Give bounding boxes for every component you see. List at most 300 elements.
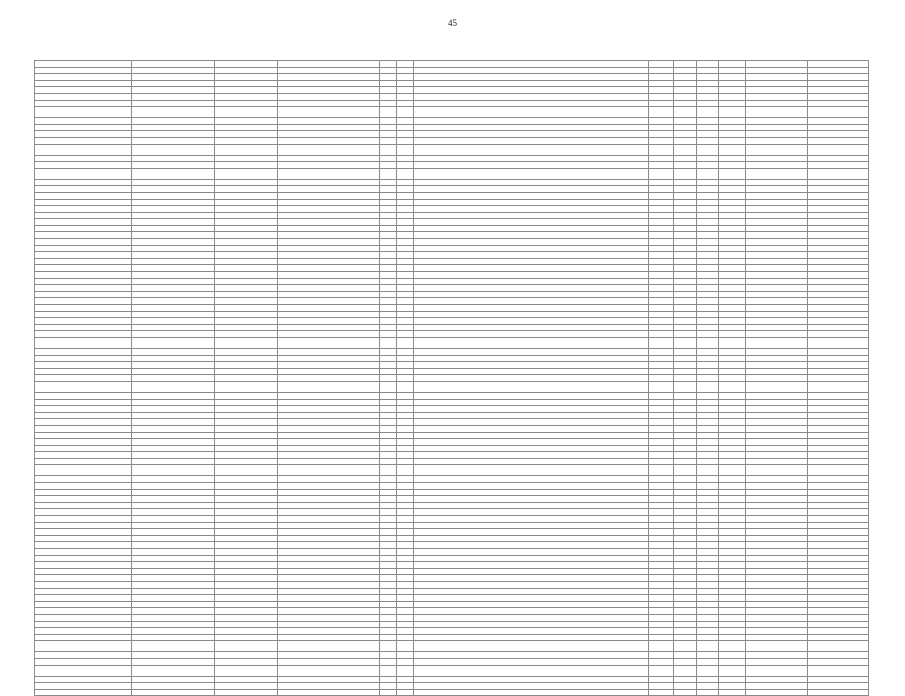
cell-work-type: [413, 658, 648, 665]
cell-percent: [674, 278, 697, 285]
cell-year-from: [697, 445, 718, 452]
cell-year: [396, 458, 413, 465]
cell-percent: [674, 232, 697, 239]
cell-cost-a: [746, 502, 807, 509]
cell-year-from: [697, 225, 718, 232]
cell-work-type: [413, 348, 648, 355]
cell-year: [396, 225, 413, 232]
cell-district: [214, 665, 278, 676]
cell-district: [214, 219, 278, 226]
cell-year: [396, 168, 413, 179]
cell-cost-a: [746, 219, 807, 226]
cell-street: [278, 419, 380, 426]
cell-work-type: [413, 641, 648, 652]
cell-cost-a: [746, 74, 807, 81]
cell-percent: [674, 406, 697, 413]
table-row: [35, 337, 869, 348]
cell-year: [396, 107, 413, 118]
cell-cost-b: [807, 285, 868, 292]
cell-settlement: [132, 212, 215, 219]
cell-house: [380, 621, 397, 628]
cell-year-from: [697, 93, 718, 100]
cell-street: [278, 555, 380, 562]
cell-house: [380, 168, 397, 179]
cell-settlement: [132, 362, 215, 369]
cell-year-from: [697, 425, 718, 432]
table-row: [35, 588, 869, 595]
cell-settlement: [132, 162, 215, 169]
cell-percent: [674, 239, 697, 246]
cell-street: [278, 496, 380, 503]
cell-year-from: [697, 245, 718, 252]
cell-year: [396, 439, 413, 446]
cell-year: [396, 516, 413, 523]
cell-settlement: [132, 608, 215, 615]
cell-district: [214, 355, 278, 362]
cell-municipality: [35, 601, 132, 608]
cell-district: [214, 298, 278, 305]
cell-year: [396, 131, 413, 138]
cell-street: [278, 144, 380, 155]
cell-settlement: [132, 496, 215, 503]
cell-street: [278, 100, 380, 107]
cell-district: [214, 445, 278, 452]
cell-house: [380, 206, 397, 213]
cell-municipality: [35, 232, 132, 239]
cell-house: [380, 232, 397, 239]
cell-work-type: [413, 665, 648, 676]
cell-municipality: [35, 179, 132, 186]
cell-work-type: [413, 502, 648, 509]
cell-flag: [648, 137, 673, 144]
cell-year-to: [718, 144, 746, 155]
cell-percent: [674, 124, 697, 131]
cell-percent: [674, 608, 697, 615]
cell-cost-a: [746, 542, 807, 549]
cell-cost-a: [746, 80, 807, 87]
cell-flag: [648, 186, 673, 193]
cell-municipality: [35, 489, 132, 496]
cell-year: [396, 399, 413, 406]
cell-flag: [648, 362, 673, 369]
cell-house: [380, 331, 397, 338]
cell-percent: [674, 168, 697, 179]
cell-district: [214, 225, 278, 232]
cell-street: [278, 258, 380, 265]
cell-settlement: [132, 476, 215, 483]
cell-municipality: [35, 168, 132, 179]
cell-street: [278, 483, 380, 490]
cell-work-type: [413, 272, 648, 279]
cell-cost-b: [807, 496, 868, 503]
cell-percent: [674, 562, 697, 569]
cell-cost-b: [807, 665, 868, 676]
cell-work-type: [413, 529, 648, 536]
cell-house: [380, 522, 397, 529]
cell-municipality: [35, 355, 132, 362]
cell-cost-a: [746, 311, 807, 318]
cell-house: [380, 162, 397, 169]
cell-house: [380, 67, 397, 74]
cell-year-to: [718, 568, 746, 575]
cell-settlement: [132, 502, 215, 509]
cell-cost-b: [807, 489, 868, 496]
cell-percent: [674, 311, 697, 318]
cell-district: [214, 118, 278, 125]
cell-house: [380, 588, 397, 595]
cell-cost-b: [807, 542, 868, 549]
cell-street: [278, 568, 380, 575]
cell-year: [396, 192, 413, 199]
cell-year-from: [697, 192, 718, 199]
cell-work-type: [413, 445, 648, 452]
cell-year-from: [697, 542, 718, 549]
cell-percent: [674, 412, 697, 419]
cell-district: [214, 144, 278, 155]
cell-house: [380, 535, 397, 542]
cell-year-to: [718, 100, 746, 107]
cell-percent: [674, 107, 697, 118]
table-row: [35, 509, 869, 516]
cell-flag: [648, 621, 673, 628]
cell-work-type: [413, 555, 648, 562]
cell-cost-a: [746, 305, 807, 312]
cell-cost-a: [746, 118, 807, 125]
cell-percent: [674, 355, 697, 362]
cell-settlement: [132, 665, 215, 676]
cell-cost-b: [807, 502, 868, 509]
cell-year-from: [697, 331, 718, 338]
cell-work-type: [413, 621, 648, 628]
cell-municipality: [35, 641, 132, 652]
cell-year: [396, 476, 413, 483]
cell-settlement: [132, 452, 215, 459]
cell-house: [380, 452, 397, 459]
cell-municipality: [35, 399, 132, 406]
cell-year-to: [718, 689, 746, 696]
cell-cost-a: [746, 318, 807, 325]
cell-district: [214, 239, 278, 246]
cell-flag: [648, 285, 673, 292]
cell-flag: [648, 581, 673, 588]
cell-year-from: [697, 412, 718, 419]
cell-flag: [648, 225, 673, 232]
cell-cost-a: [746, 355, 807, 362]
cell-house: [380, 581, 397, 588]
cell-district: [214, 489, 278, 496]
cell-percent: [674, 549, 697, 556]
cell-street: [278, 278, 380, 285]
cell-flag: [648, 445, 673, 452]
cell-work-type: [413, 689, 648, 696]
cell-house: [380, 439, 397, 446]
cell-street: [278, 87, 380, 94]
table-row: [35, 155, 869, 162]
cell-year-from: [697, 278, 718, 285]
cell-cost-b: [807, 601, 868, 608]
cell-municipality: [35, 529, 132, 536]
table-row: [35, 206, 869, 213]
cell-municipality: [35, 549, 132, 556]
cell-year: [396, 245, 413, 252]
cell-settlement: [132, 522, 215, 529]
cell-cost-b: [807, 392, 868, 399]
cell-district: [214, 419, 278, 426]
cell-house: [380, 212, 397, 219]
cell-house: [380, 445, 397, 452]
cell-house: [380, 652, 397, 659]
cell-settlement: [132, 621, 215, 628]
cell-house: [380, 465, 397, 476]
cell-cost-b: [807, 206, 868, 213]
cell-cost-b: [807, 355, 868, 362]
cell-year-to: [718, 324, 746, 331]
cell-year-to: [718, 206, 746, 213]
cell-district: [214, 483, 278, 490]
cell-year-to: [718, 272, 746, 279]
cell-percent: [674, 665, 697, 676]
cell-flag: [648, 641, 673, 652]
cell-house: [380, 199, 397, 206]
cell-flag: [648, 628, 673, 635]
cell-work-type: [413, 192, 648, 199]
cell-year-to: [718, 355, 746, 362]
cell-year: [396, 265, 413, 272]
cell-settlement: [132, 575, 215, 582]
cell-year-to: [718, 212, 746, 219]
cell-flag: [648, 87, 673, 94]
cell-flag: [648, 144, 673, 155]
cell-district: [214, 305, 278, 312]
cell-settlement: [132, 100, 215, 107]
cell-flag: [648, 265, 673, 272]
cell-cost-a: [746, 489, 807, 496]
cell-house: [380, 476, 397, 483]
cell-settlement: [132, 465, 215, 476]
cell-year: [396, 355, 413, 362]
cell-flag: [648, 318, 673, 325]
cell-cost-a: [746, 621, 807, 628]
cell-municipality: [35, 285, 132, 292]
cell-district: [214, 278, 278, 285]
cell-work-type: [413, 549, 648, 556]
cell-year-to: [718, 107, 746, 118]
cell-work-type: [413, 419, 648, 426]
cell-year-from: [697, 131, 718, 138]
cell-flag: [648, 529, 673, 536]
cell-percent: [674, 100, 697, 107]
cell-district: [214, 368, 278, 375]
table-row: [35, 375, 869, 382]
cell-street: [278, 542, 380, 549]
cell-district: [214, 575, 278, 582]
cell-year: [396, 67, 413, 74]
cell-year: [396, 80, 413, 87]
cell-flag: [648, 355, 673, 362]
cell-year-from: [697, 137, 718, 144]
cell-district: [214, 291, 278, 298]
cell-work-type: [413, 628, 648, 635]
cell-cost-b: [807, 516, 868, 523]
cell-year-to: [718, 601, 746, 608]
cell-cost-b: [807, 509, 868, 516]
cell-street: [278, 381, 380, 392]
cell-cost-a: [746, 239, 807, 246]
cell-street: [278, 392, 380, 399]
cell-house: [380, 676, 397, 683]
table-row: [35, 278, 869, 285]
cell-settlement: [132, 641, 215, 652]
cell-flag: [648, 683, 673, 690]
cell-house: [380, 562, 397, 569]
cell-percent: [674, 337, 697, 348]
cell-municipality: [35, 465, 132, 476]
cell-street: [278, 621, 380, 628]
table-row: [35, 652, 869, 659]
cell-district: [214, 628, 278, 635]
cell-settlement: [132, 124, 215, 131]
cell-year-from: [697, 124, 718, 131]
cell-cost-b: [807, 608, 868, 615]
cell-cost-a: [746, 452, 807, 459]
table-row: [35, 432, 869, 439]
cell-year: [396, 542, 413, 549]
cell-year: [396, 375, 413, 382]
cell-cost-b: [807, 74, 868, 81]
cell-cost-b: [807, 568, 868, 575]
cell-year: [396, 652, 413, 659]
cell-street: [278, 595, 380, 602]
cell-cost-a: [746, 199, 807, 206]
cell-municipality: [35, 628, 132, 635]
table-row: [35, 362, 869, 369]
cell-year: [396, 676, 413, 683]
cell-street: [278, 348, 380, 355]
cell-house: [380, 278, 397, 285]
cell-cost-b: [807, 683, 868, 690]
cell-street: [278, 219, 380, 226]
cell-house: [380, 265, 397, 272]
cell-municipality: [35, 225, 132, 232]
cell-district: [214, 439, 278, 446]
cell-street: [278, 331, 380, 338]
cell-year: [396, 100, 413, 107]
cell-cost-b: [807, 412, 868, 419]
cell-work-type: [413, 93, 648, 100]
table-row: [35, 476, 869, 483]
cell-cost-a: [746, 432, 807, 439]
table-row: [35, 225, 869, 232]
cell-cost-b: [807, 676, 868, 683]
cell-flag: [648, 61, 673, 68]
cell-work-type: [413, 392, 648, 399]
cell-house: [380, 575, 397, 582]
cell-work-type: [413, 381, 648, 392]
table-row: [35, 621, 869, 628]
table-row: [35, 458, 869, 465]
cell-year-to: [718, 162, 746, 169]
cell-house: [380, 355, 397, 362]
cell-district: [214, 100, 278, 107]
cell-house: [380, 144, 397, 155]
cell-percent: [674, 318, 697, 325]
cell-settlement: [132, 192, 215, 199]
cell-settlement: [132, 245, 215, 252]
cell-percent: [674, 432, 697, 439]
cell-district: [214, 568, 278, 575]
cell-house: [380, 155, 397, 162]
table-row: [35, 641, 869, 652]
cell-district: [214, 549, 278, 556]
table-row: [35, 355, 869, 362]
cell-cost-b: [807, 628, 868, 635]
cell-year: [396, 311, 413, 318]
cell-district: [214, 381, 278, 392]
table-row: [35, 131, 869, 138]
cell-district: [214, 581, 278, 588]
cell-year-from: [697, 206, 718, 213]
cell-year-to: [718, 588, 746, 595]
cell-district: [214, 137, 278, 144]
cell-cost-a: [746, 535, 807, 542]
cell-work-type: [413, 186, 648, 193]
cell-settlement: [132, 239, 215, 246]
cell-house: [380, 614, 397, 621]
cell-year-to: [718, 337, 746, 348]
cell-year-to: [718, 93, 746, 100]
cell-street: [278, 601, 380, 608]
cell-municipality: [35, 278, 132, 285]
cell-cost-a: [746, 381, 807, 392]
cell-work-type: [413, 535, 648, 542]
cell-cost-b: [807, 465, 868, 476]
cell-municipality: [35, 87, 132, 94]
cell-street: [278, 522, 380, 529]
cell-flag: [648, 199, 673, 206]
cell-municipality: [35, 562, 132, 569]
cell-year-from: [697, 608, 718, 615]
cell-year: [396, 412, 413, 419]
cell-year-to: [718, 425, 746, 432]
cell-work-type: [413, 581, 648, 588]
cell-municipality: [35, 124, 132, 131]
table-row: [35, 368, 869, 375]
cell-percent: [674, 252, 697, 259]
cell-cost-b: [807, 272, 868, 279]
cell-municipality: [35, 452, 132, 459]
table-row: [35, 465, 869, 476]
cell-cost-b: [807, 61, 868, 68]
cell-settlement: [132, 348, 215, 355]
cell-year-to: [718, 595, 746, 602]
cell-cost-b: [807, 179, 868, 186]
cell-flag: [648, 555, 673, 562]
cell-district: [214, 311, 278, 318]
cell-district: [214, 107, 278, 118]
cell-year: [396, 535, 413, 542]
cell-cost-b: [807, 331, 868, 338]
cell-percent: [674, 118, 697, 125]
cell-year-to: [718, 131, 746, 138]
table-row: [35, 291, 869, 298]
cell-municipality: [35, 502, 132, 509]
cell-settlement: [132, 406, 215, 413]
cell-percent: [674, 362, 697, 369]
cell-cost-b: [807, 476, 868, 483]
cell-municipality: [35, 665, 132, 676]
cell-year-to: [718, 74, 746, 81]
cell-house: [380, 219, 397, 226]
